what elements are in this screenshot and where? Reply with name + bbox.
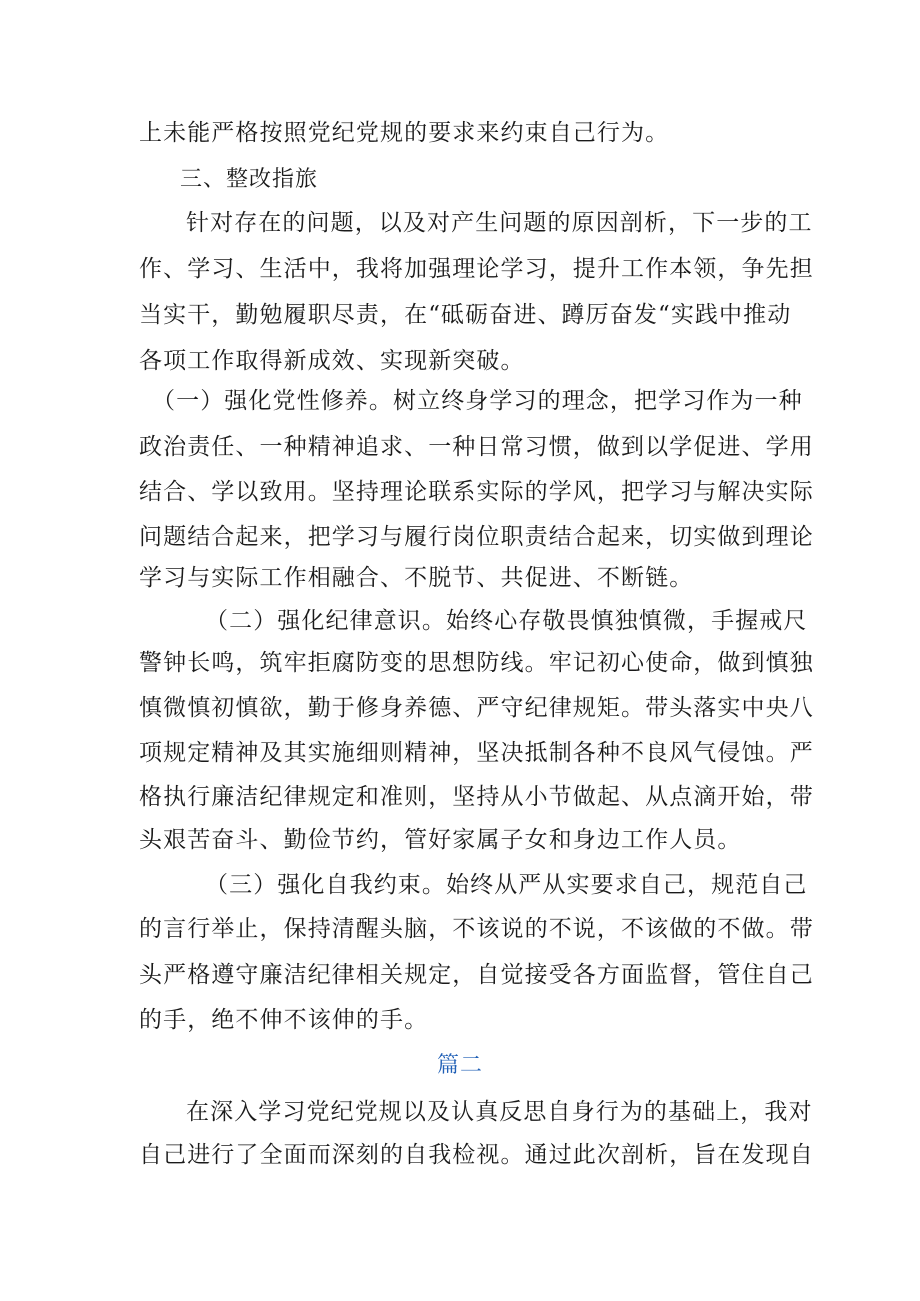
text-line: 警钟长鸣，筑牢拒腐防变的思想防线。牢记初心使命，做到慎独 <box>139 650 814 676</box>
text-line: 的手，绝不伸不该伸的手。 <box>139 1007 429 1033</box>
text-line: 的言行举止，保持清醒头脑，不该说的不说，不该做的不做。带 <box>139 916 814 942</box>
text-line: 头艰苦奋斗、勤俭节约，管好家属子女和身边工作人员。 <box>139 827 742 853</box>
text-line: 各项工作取得新成效、实现新突破。 <box>139 348 525 374</box>
text-line: 项规定精神及其实施细则精神，坚决抵制各种不良风气侵蚀。严 <box>139 740 814 766</box>
text-line: （二）强化纪律意识。始终心存敬畏慎独慎微，手握戒尺 <box>205 608 808 634</box>
text-line: 作、学习、生活中，我将加强理论学习，提升工作本领，争先担 <box>139 256 814 282</box>
text-line: 针对存在的问题，以及对产生问题的原因剖析，下一步的工 <box>186 210 813 236</box>
text-line: 学习与实际工作相融合、不脱节、共促进、不断链。 <box>139 565 694 591</box>
text-line: （三）强化自我约束。始终从严从实要求自己，规范自己 <box>205 872 808 898</box>
section-heading: 三、整改指旅 <box>180 167 319 192</box>
text-line: 慎微慎初慎欲，勤于修身养德、严守纪律规矩。带头落实中央八 <box>139 695 814 721</box>
text-line: 政治责任、一种精神追求、一种日常习惯，做到以学促进、学用 <box>139 434 814 460</box>
text-line: （一）强化党性修养。树立终身学习的理念，把学习作为一种 <box>152 388 803 414</box>
text-line: 上未能严格按照党纪党规的要求来约束自己行为。 <box>139 120 670 146</box>
text-line: 格执行廉洁纪律规定和准则，坚持从小节做起、从点滴开始，带 <box>139 784 814 810</box>
text-line: 当实干，勤勉履职尽责，在“砥砺奋进、蹲厉奋发“实践中推动 <box>139 302 792 328</box>
text-line: 问题结合起来，把学习与履行岗位职责结合起来，切实做到理论 <box>139 524 814 550</box>
section-title: 篇二 <box>436 1053 483 1078</box>
text-line: 自己进行了全面而深刻的自我检视。通过此次剖析，旨在发现自 <box>139 1142 814 1168</box>
text-line: 在深入学习党纪党规以及认真反思自身行为的基础上，我对 <box>186 1099 813 1125</box>
text-line: 结合、学以致用。坚持理论联系实际的学风，把学习与解决实际 <box>139 479 814 505</box>
text-line: 头严格遵守廉洁纪律相关规定，自觉接受各方面监督，管住自己 <box>139 962 814 988</box>
